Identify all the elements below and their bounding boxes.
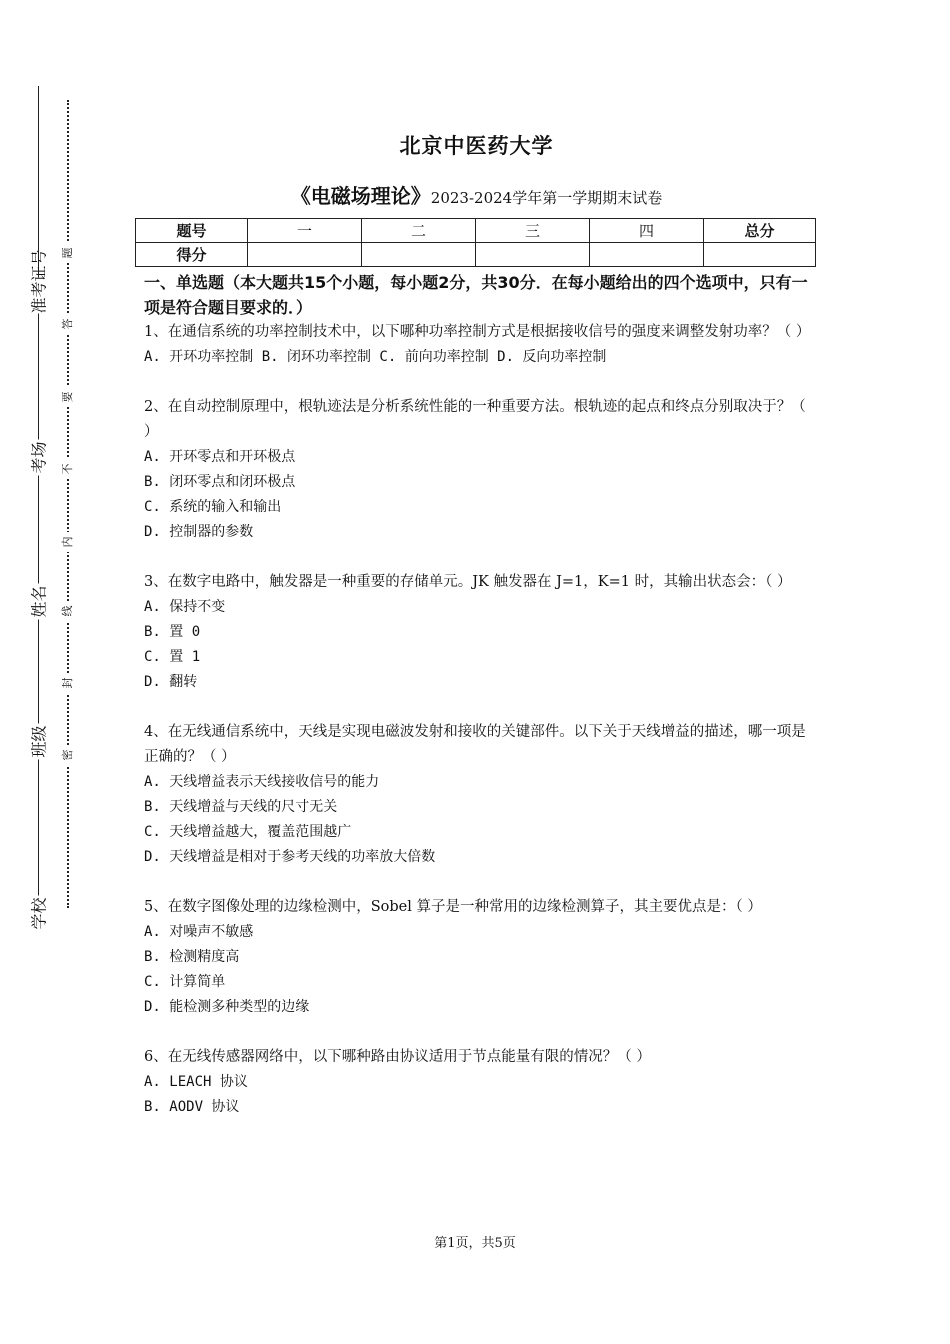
- question-option: B. 闭环零点和闭环极点: [144, 474, 296, 490]
- question-option: D. 能检测多种类型的边缘: [144, 999, 310, 1015]
- question-item: [144, 895, 816, 1020]
- question-options-inline: A. 开环功率控制 B. 闭环功率控制 C. 前向功率控制 D. 反向功率控制: [144, 349, 607, 365]
- question-option: B. 天线增益与天线的尺寸无关: [144, 799, 338, 815]
- question-option: C. 天线增益越大，覆盖范围越广: [144, 824, 352, 840]
- score-cell[interactable]: [704, 243, 816, 267]
- score-header-cell: 总分: [704, 219, 816, 243]
- seal-char: 封: [61, 673, 75, 693]
- question-item: [144, 720, 816, 870]
- question-option: D. 天线增益是相对于参考天线的功率放大倍数: [144, 849, 436, 865]
- question-option: B. 检测精度高: [144, 949, 240, 965]
- question-option: B. AODV 协议: [144, 1099, 240, 1115]
- score-cell[interactable]: [362, 243, 476, 267]
- question-stem: 3、在数字电路中，触发器是一种重要的存储单元。JK 触发器在 J=1，K=1 时，其输出状态会：（ ）: [144, 574, 792, 590]
- seal-char: 线: [61, 601, 75, 621]
- course-name: 《电磁场理论》: [290, 184, 431, 208]
- binding-dotted-line: [67, 100, 69, 908]
- question-item: [144, 570, 816, 695]
- field-class: 班级: [27, 724, 50, 760]
- score-header-cell: 三: [476, 219, 590, 243]
- question-item: [144, 395, 816, 545]
- seal-char: 要: [61, 387, 75, 407]
- binding-solid-line: [38, 86, 39, 916]
- seal-char: 不: [61, 459, 75, 479]
- question-stem: 2、在自动控制原理中，根轨迹法是分析系统性能的一种重要方法。根轨迹的起点和终点分别取决于？（ ）: [144, 399, 806, 440]
- question-option: B. 置 0: [144, 624, 201, 640]
- section-title: 一、单选题（本大题共15个小题，每小题2分，共30分．在每小题给出的四个选项中，只有一项是符合题目要求的．）: [144, 273, 808, 317]
- score-table-score-row: [136, 243, 816, 267]
- seal-char: 密: [61, 745, 75, 765]
- exam-title: [144, 180, 809, 209]
- question-item: [144, 1045, 816, 1120]
- score-cell[interactable]: [590, 243, 704, 267]
- seal-char: 题: [61, 243, 75, 263]
- score-table: [135, 218, 816, 267]
- page-footer: 第1页，共5页: [434, 1236, 516, 1251]
- question-stem: 1、在通信系统的功率控制技术中，以下哪种功率控制方式是根据接收信号的强度来调整发射功率？（ ）: [144, 324, 811, 340]
- score-header-cell: 二: [362, 219, 476, 243]
- exam-term: 2023-2024学年第一学期期末试卷: [430, 189, 663, 207]
- seal-char: 内: [61, 532, 75, 552]
- question-option: A. 保持不变: [144, 599, 226, 615]
- field-exam-room: 考场: [27, 440, 50, 476]
- field-name: 姓名: [27, 584, 50, 620]
- question-stem: 5、在数字图像处理的边缘检测中，Sobel 算子是一种常用的边缘检测算子，其主要优点是：（ ）: [144, 899, 762, 915]
- question-option: A. LEACH 协议: [144, 1074, 248, 1090]
- question-stem: 6、在无线传感器网络中，以下哪种路由协议适用于节点能量有限的情况？（ ）: [144, 1049, 651, 1065]
- question-option: C. 系统的输入和输出: [144, 499, 282, 515]
- question-option: A. 开环零点和开环极点: [144, 449, 296, 465]
- question-stem: 4、在无线通信系统中，天线是实现电磁波发射和接收的关键部件。以下关于天线增益的描述，哪一项是正确的？（ ）: [144, 724, 806, 765]
- question-list: [144, 320, 816, 1145]
- seal-char: 答: [61, 314, 75, 334]
- question-option: A. 天线增益表示天线接收信号的能力: [144, 774, 380, 790]
- university-name: 北京中医药大学: [399, 134, 554, 158]
- score-cell[interactable]: [476, 243, 590, 267]
- field-school: 学校: [27, 896, 50, 932]
- question-option: D. 控制器的参数: [144, 524, 254, 540]
- score-cell[interactable]: [248, 243, 362, 267]
- score-header-cell: 一: [248, 219, 362, 243]
- question-option: D. 翻转: [144, 674, 198, 690]
- question-option: A. 对噪声不敏感: [144, 924, 254, 940]
- question-item: [144, 320, 816, 370]
- score-header-cell: 题号: [136, 219, 248, 243]
- field-exam-number: 准考证号: [27, 278, 50, 314]
- question-option: C. 计算简单: [144, 974, 226, 990]
- score-header-cell: 四: [590, 219, 704, 243]
- binding-margin: [0, 0, 110, 1344]
- question-option: C. 置 1: [144, 649, 201, 665]
- score-table-header-row: [136, 219, 816, 243]
- score-row-label: 得分: [136, 243, 248, 267]
